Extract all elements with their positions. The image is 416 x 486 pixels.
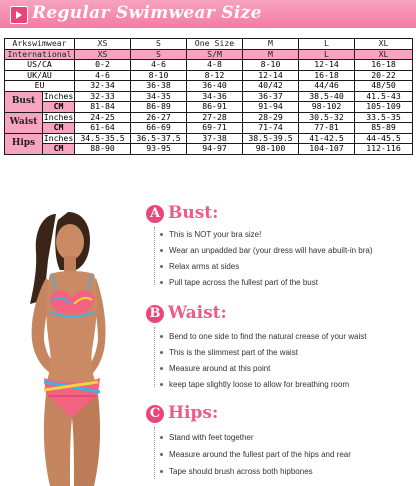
table-cell: 32-33: [75, 91, 131, 102]
dotted-line: [154, 227, 156, 285]
bullet-icon: [160, 436, 163, 439]
table-cell: 12-14: [243, 70, 299, 81]
row-label: UK/AU: [5, 70, 75, 81]
waist-title: Waist:: [168, 303, 227, 323]
row-label: US/CA: [5, 60, 75, 71]
table-cell: 28-29: [243, 112, 299, 123]
dotted-line: [154, 327, 156, 387]
table-cell: 98-102: [299, 102, 355, 113]
table-cell: 40/42: [243, 81, 299, 92]
page-title: Regular Swimwear Size: [32, 3, 262, 23]
bullet-icon: [160, 335, 163, 338]
table-cell: 44/46: [299, 81, 355, 92]
hips-tip: Stand with feet together: [160, 433, 254, 442]
table-cell: 36.5-37.5: [131, 133, 187, 144]
table-cell: 27-28: [187, 112, 243, 123]
table-cell: M: [243, 49, 299, 60]
badge-c: C: [146, 405, 164, 423]
table-cell: 0-2: [75, 60, 131, 71]
table-cell: 12-14: [299, 60, 355, 71]
unit-label: Inches: [43, 112, 74, 122]
table-cell: 77-81: [299, 123, 355, 134]
bullet-icon: [160, 351, 163, 354]
table-cell: 20-22: [355, 70, 413, 81]
table-cell: 105-109: [355, 102, 413, 113]
model-figure: [4, 200, 142, 486]
table-cell: 88-90: [75, 144, 131, 155]
table-row: [5, 102, 413, 113]
dotted-line: [154, 427, 156, 479]
table-cell: XL: [355, 39, 413, 50]
bullet-icon: [160, 233, 163, 236]
table-cell: XS: [75, 39, 131, 50]
table-cell: XL: [355, 49, 413, 60]
table-cell: 36-40: [187, 81, 243, 92]
table-cell: 34-35: [131, 91, 187, 102]
hips-title: Hips:: [168, 403, 219, 423]
table-cell: 36-38: [131, 81, 187, 92]
table-cell: 44-45.5: [355, 133, 413, 144]
table-row: [5, 60, 413, 71]
table-cell: 24-25: [75, 112, 131, 123]
bust-tip: Pull tape across the fullest part of the bust: [160, 278, 318, 287]
table-cell: 32-34: [75, 81, 131, 92]
table-cell: S: [131, 39, 187, 50]
waist-tip: keep tape slightly loose to allow for breathing room: [160, 380, 349, 389]
table-cell: 4-8: [187, 60, 243, 71]
waist-tip: This is the slimmest part of the waist: [160, 348, 298, 357]
bullet-icon: [160, 367, 163, 370]
table-cell: 91-94: [243, 102, 299, 113]
hips-tip: Measure around the fullest part of the hips and rear: [160, 450, 351, 459]
bust-section: [146, 205, 414, 290]
table-cell: 34.5-35.5: [75, 133, 131, 144]
bust-tip: Relax arms at sides: [160, 262, 239, 271]
table-cell: 16-18: [299, 70, 355, 81]
table-cell: 8-12: [187, 70, 243, 81]
unit-label: Inches: [43, 133, 74, 143]
size-chart-table: [4, 38, 413, 155]
badge-a: A: [146, 205, 164, 223]
table-cell: 98-100: [243, 144, 299, 155]
table-cell: 4-6: [75, 70, 131, 81]
table-cell: 71-74: [243, 123, 299, 134]
table-cell: 81-84: [75, 102, 131, 113]
hips-section: [146, 405, 414, 483]
row-label: International: [5, 49, 75, 60]
waist-tip: Measure around at this point: [160, 364, 270, 373]
table-cell: 94-97: [187, 144, 243, 155]
table-cell: L: [299, 39, 355, 50]
table-row: [5, 112, 413, 123]
table-cell: L: [299, 49, 355, 60]
table-cell: 86-91: [187, 102, 243, 113]
table-cell: S: [131, 49, 187, 60]
table-cell: One Size: [187, 39, 243, 50]
table-cell: 26-27: [131, 112, 187, 123]
bullet-icon: [160, 470, 163, 473]
bullet-icon: [160, 453, 163, 456]
table-cell: 34-36: [187, 91, 243, 102]
table-cell: 4-6: [131, 60, 187, 71]
table-cell: 41-42.5: [299, 133, 355, 144]
table-cell: 16-18: [355, 60, 413, 71]
table-row: [5, 91, 413, 102]
unit-label: CM: [43, 144, 75, 155]
table-cell: 36-37: [243, 91, 299, 102]
table-row: [5, 81, 413, 92]
table-row: [5, 123, 413, 134]
bullet-icon: [160, 383, 163, 386]
arrow-icon: [10, 6, 28, 24]
table-cell: 30.5-32: [299, 112, 355, 123]
bullet-icon: [160, 265, 163, 268]
table-cell: 8-10: [243, 60, 299, 71]
table-cell: 61-64: [75, 123, 131, 134]
table-cell: 85-89: [355, 123, 413, 134]
row-label: EU: [5, 81, 75, 92]
table-cell: M: [243, 39, 299, 50]
bust-title: Bust:: [168, 203, 219, 223]
table-cell: 66-69: [131, 123, 187, 134]
measure-group-label: Bust: [5, 91, 43, 112]
table-cell: S/M: [187, 49, 243, 60]
table-row: [5, 70, 413, 81]
waist-tip: Bend to one side to find the natural crease of your waist: [160, 332, 366, 341]
badge-b: B: [146, 305, 164, 323]
table-cell: 48/50: [355, 81, 413, 92]
bust-tip: This is NOT your bra size!: [160, 230, 261, 239]
table-cell: 41.5-43: [355, 91, 413, 102]
table-row: [5, 144, 413, 155]
bullet-icon: [160, 249, 163, 252]
bullet-icon: [160, 281, 163, 284]
unit-label: CM: [43, 102, 75, 113]
row-label: Arkswimwear: [5, 39, 75, 50]
unit-label: CM: [43, 123, 75, 134]
table-cell: 93-95: [131, 144, 187, 155]
table-cell: 69-71: [187, 123, 243, 134]
header-bar: [0, 0, 416, 28]
table-cell: 104-107: [299, 144, 355, 155]
table-cell: 8-10: [131, 70, 187, 81]
table-cell: 33.5-35: [355, 112, 413, 123]
table-row: [5, 39, 413, 50]
table-cell: 37-38: [187, 133, 243, 144]
table-cell: 38.5-40: [299, 91, 355, 102]
table-cell: XS: [75, 49, 131, 60]
table-row: [5, 133, 413, 144]
table-row: [5, 49, 413, 60]
table-cell: 112-116: [355, 144, 413, 155]
unit-label: Inches: [43, 91, 74, 101]
measure-group-label: Hips: [5, 133, 43, 154]
waist-section: [146, 305, 414, 395]
table-cell: 86-89: [131, 102, 187, 113]
measure-group-label: Waist: [5, 112, 43, 133]
bust-tip: Wear an unpadded bar (your dress will have abuilt-in bra): [160, 246, 373, 255]
hips-tip: Tape should brush across both hipbones: [160, 467, 313, 476]
table-cell: 38.5-39.5: [243, 133, 299, 144]
